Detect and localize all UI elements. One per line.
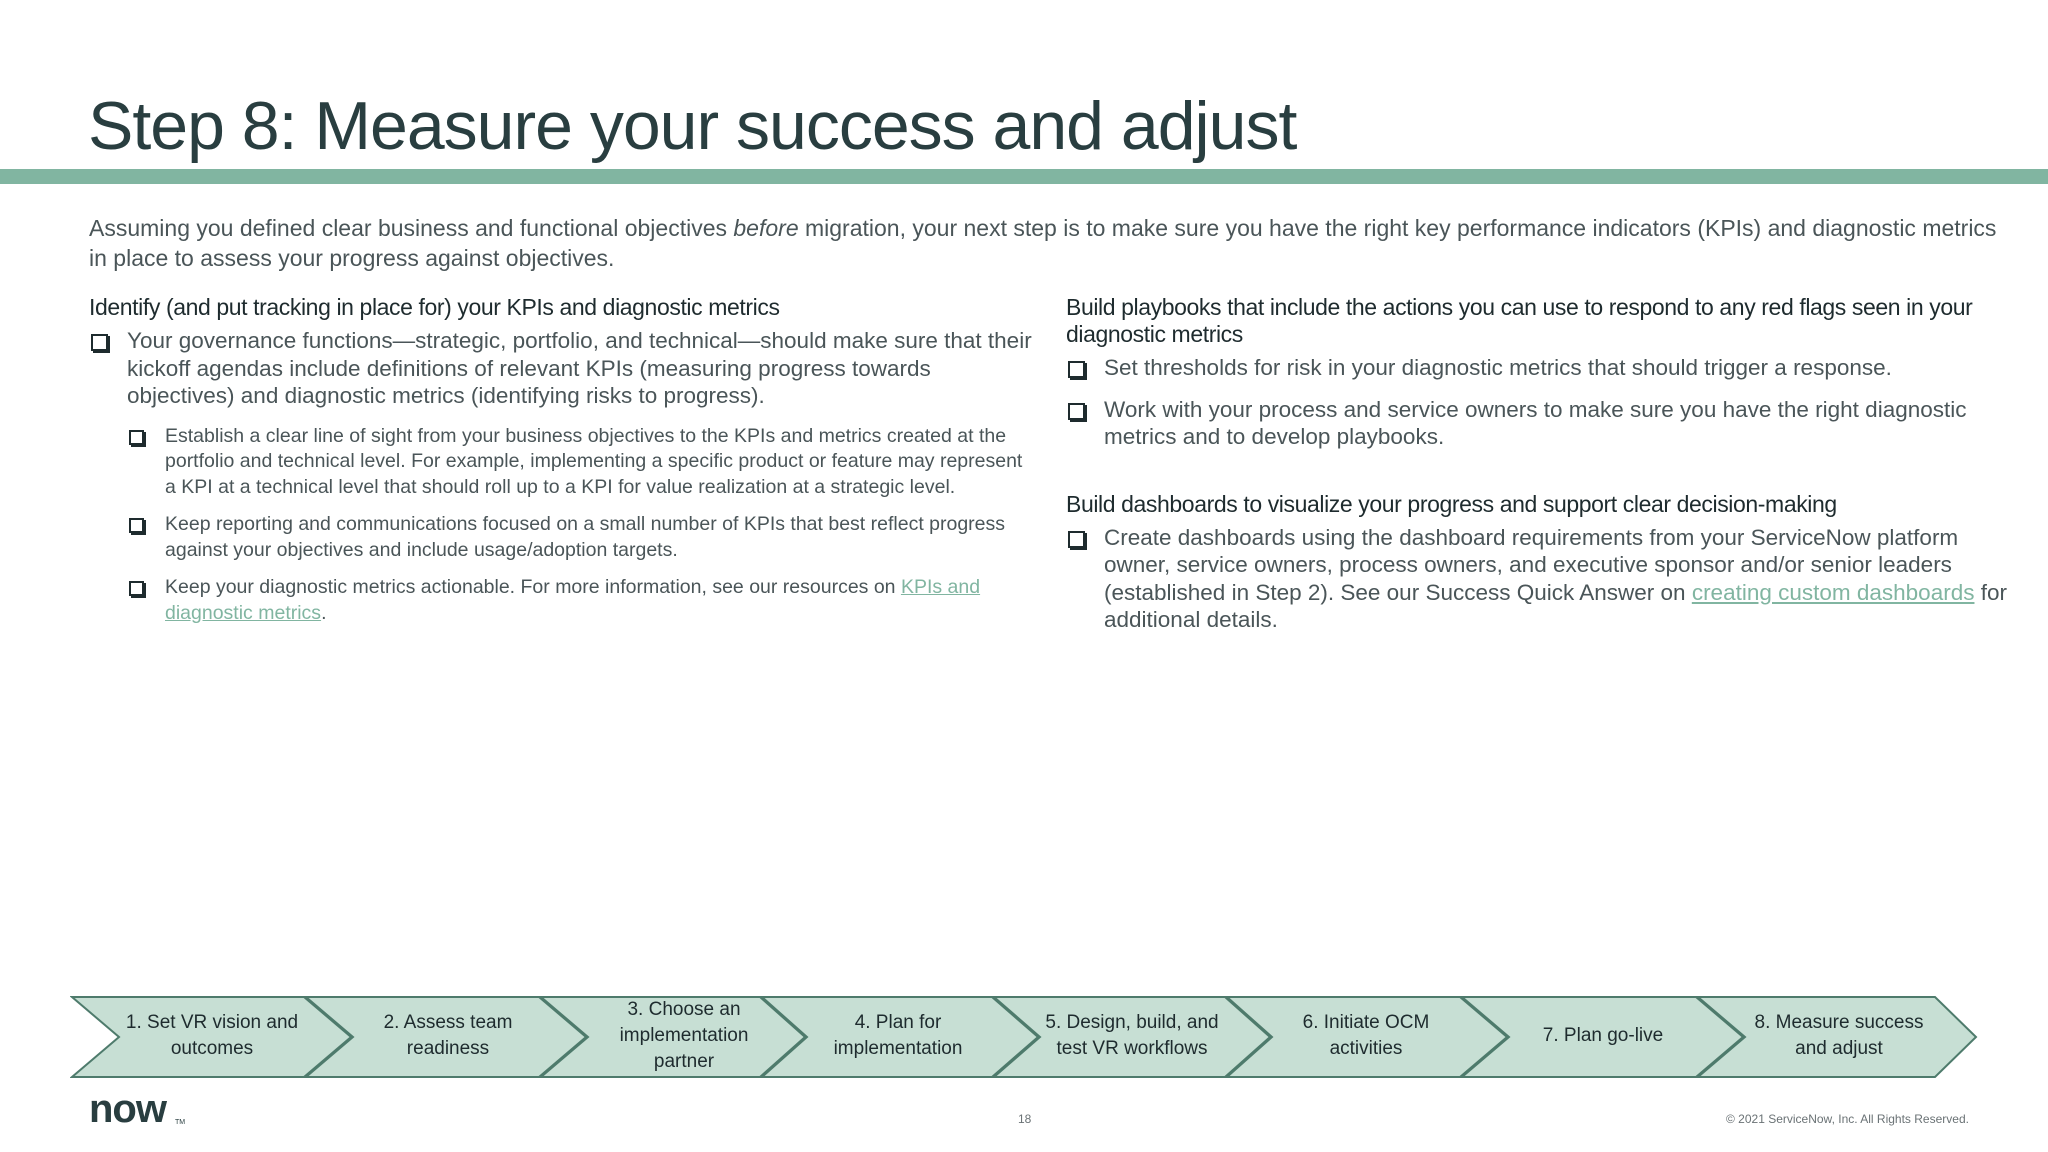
list-item [1066,524,2011,634]
intro-paragraph [89,213,2019,273]
intro-text-before: Assuming you defined clear business and functional objectives [89,215,734,241]
checkbox-bullet-icon [1068,361,1085,378]
list-item [89,512,1034,563]
right-bullet-list-2 [1066,524,2011,634]
bullet-text: Establish a clear line of sight from your business objectives to the KPIs and metrics created at the portfolio and technical level. For example, implementing a specific product or feature may represent a KPI at a technical level that should roll up to a KPI for value realization at a strategic level. [165,424,1023,498]
step-label-5: 5. Design, build, and test VR workflows [1045,1012,1219,1059]
step-label-7: 7. Plan go-live [1542,1025,1664,1046]
page-title: Step 8: Measure your success and adjust [88,88,1297,164]
left-heading: Identify (and put tracking in place for) your KPIs and diagnostic metrics [89,294,780,320]
bullet-text-end: for additional details. [1104,579,2007,632]
list-item [1066,354,2011,382]
custom-dashboards-link[interactable]: creating custom dashboards [1691,579,1975,605]
list-item [89,327,1034,410]
checkbox-bullet-icon [129,430,144,445]
list-item [1066,396,2011,451]
checkbox-bullet-icon [129,581,144,596]
left-bullet-list [89,327,1034,626]
checkbox-bullet-icon [91,334,108,351]
checkbox-bullet-icon [1068,403,1085,420]
bullet-text: Keep your diagnostic metrics actionable. For more information, see our resources on [165,576,901,598]
intro-emphasis: before [733,215,799,241]
step-label-6: 6. Initiate OCM activities [1302,1012,1430,1059]
title-divider [0,169,2048,184]
checkbox-bullet-icon [129,518,144,533]
list-item [89,424,1034,501]
bullet-text: Work with your process and service owners to make sure you have the right diagnostic metrics and to develop playbooks. [1104,396,1967,449]
step-label-3: 3. Choose an implementation partner [619,999,749,1072]
bullet-text-end: . [321,601,327,624]
bullet-text: Your governance functions—strategic, portfolio, and technical—should make sure that their kickoff agendas include definitions of relevant KPIs (measuring progress towards objectives) and diagnostic metrics (identifying risks to progress). [127,328,1032,408]
intro-text-after: migration, your next step is to make sure you have the right key performance indicators (KPIs) and diagnostic metrics in place to assess your progress against objectives. [89,215,1997,271]
left-column [89,294,1034,638]
bullet-text: Set thresholds for risk in your diagnostic metrics that should trigger a response. [1104,355,1892,380]
bullet-text: Keep reporting and communications focused on a small number of KPIs that best reflect progress against your objectives and include usage/adoption targets. [165,513,1006,561]
list-item [89,575,1034,626]
right-bullet-list-1 [1066,354,2011,451]
right-heading-playbooks: Build playbooks that include the actions you can use to respond to any red flags seen in your diagnostic metrics [1066,294,1973,347]
step-label-2: 2. Assess team readiness [383,1012,513,1059]
logo-trademark: TM [175,1119,186,1126]
right-heading-dashboards: Build dashboards to visualize your progress and support clear decision-making [1066,490,1837,517]
right-column [1066,294,2011,648]
step-label-4: 4. Plan for implementation [833,1012,963,1059]
step-label-1: 1. Set VR vision and outcomes [125,1012,299,1059]
page-number: 18 [1018,1112,1032,1126]
copyright-notice: © 2021 ServiceNow, Inc. All Rights Reserved. [1726,1112,1969,1126]
logo-wordmark: now [89,1090,166,1130]
bullet-text: Create dashboards using the dashboard requirements from your ServiceNow platform owner, service owners, process owners, and executive sponsor and/or senior leaders (established in Step 2). See our Success Quick Answer on [1104,524,1959,605]
step-label-8: 8. Measure success and adjust [1754,1012,1924,1059]
kpis-metrics-link[interactable]: KPIs and diagnostic metrics [165,576,981,624]
checkbox-bullet-icon [1068,531,1085,548]
servicenow-logo [89,1090,189,1130]
